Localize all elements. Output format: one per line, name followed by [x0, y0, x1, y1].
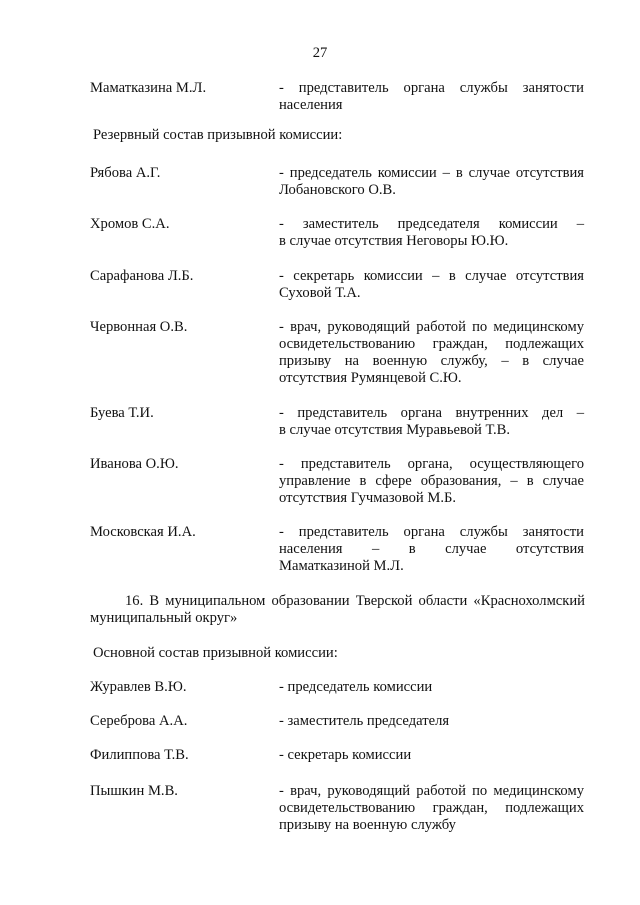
page-number: 27 [312, 45, 328, 61]
role-line: - заместитель председателя [279, 713, 450, 729]
role-line: - председатель комиссии – в случае отсутствия [279, 165, 584, 181]
member-role [279, 456, 584, 507]
role-line: в случае отсутствия Муравьевой Т.В. [279, 422, 510, 438]
member-role [279, 524, 584, 575]
member-name: Сереброва А.А. [90, 713, 188, 729]
member-name: Маматказина М.Л. [90, 80, 207, 96]
member-role [279, 319, 584, 387]
role-line: Маматказиной М.Л. [279, 558, 404, 574]
section-line: муниципальный округ» [90, 610, 238, 626]
role-line: - представитель органа, осуществляющего [279, 456, 584, 472]
member-name: Московская И.А. [90, 524, 196, 540]
member-name: Хромов С.А. [90, 216, 170, 232]
member-name: Рябова А.Г. [90, 165, 161, 181]
member-role [279, 268, 584, 302]
role-line: управление в сфере образования, – в случае [279, 473, 584, 489]
role-line: в случае отсутствия Неговоры Ю.Ю. [279, 233, 509, 249]
member-role [279, 747, 584, 764]
role-line: - врач, руководящий работой по медицинскому [279, 783, 584, 799]
reserve-heading: Резервный состав призывной комиссии: [93, 127, 343, 143]
role-line: населения [279, 97, 343, 113]
member-name: Сарафанова Л.Б. [90, 268, 194, 284]
member-role [279, 216, 584, 250]
member-name: Филиппова Т.В. [90, 747, 189, 763]
role-line: - председатель комиссии [279, 679, 433, 695]
role-line: освидетельствованию граждан, подлежащих [279, 336, 584, 352]
role-line: отсутствия Румянцевой С.Ю. [279, 370, 462, 386]
member-name: Буева Т.И. [90, 405, 154, 421]
role-line: - представитель органа внутренних дел – [279, 405, 584, 421]
member-role [279, 405, 584, 439]
member-name: Иванова О.Ю. [90, 456, 179, 472]
section-line: 16. В муниципальном образовании Тверской области «Краснохолмский [125, 593, 585, 609]
member-name: Червонная О.В. [90, 319, 188, 335]
role-line: - заместитель председателя комиссии – [279, 216, 584, 232]
role-line: призыву на военную службу, – в случае [279, 353, 584, 369]
section-paragraph [90, 593, 585, 627]
role-line: освидетельствованию граждан, подлежащих [279, 800, 584, 816]
role-line: отсутствия Гучмазовой М.Б. [279, 490, 457, 506]
role-line: Лобановского О.В. [279, 182, 396, 198]
member-role [279, 80, 584, 114]
role-line: - секретарь комиссии [279, 747, 412, 763]
main-heading: Основной состав призывной комиссии: [93, 645, 338, 661]
role-line: населения – в случае отсутствия [279, 541, 584, 557]
member-role [279, 165, 584, 199]
role-line: - врач, руководящий работой по медицинскому [279, 319, 584, 335]
member-role [279, 783, 584, 834]
member-name: Пышкин М.В. [90, 783, 178, 799]
member-role [279, 679, 584, 696]
role-line: - представитель органа службы занятости [279, 524, 584, 540]
role-line: - секретарь комиссии – в случае отсутствия [279, 268, 584, 284]
member-role [279, 713, 584, 730]
member-name: Журавлев В.Ю. [90, 679, 187, 695]
role-line: призыву на военную службу [279, 817, 456, 833]
role-line: - представитель органа службы занятости [279, 80, 584, 96]
role-line: Суховой Т.А. [279, 285, 361, 301]
